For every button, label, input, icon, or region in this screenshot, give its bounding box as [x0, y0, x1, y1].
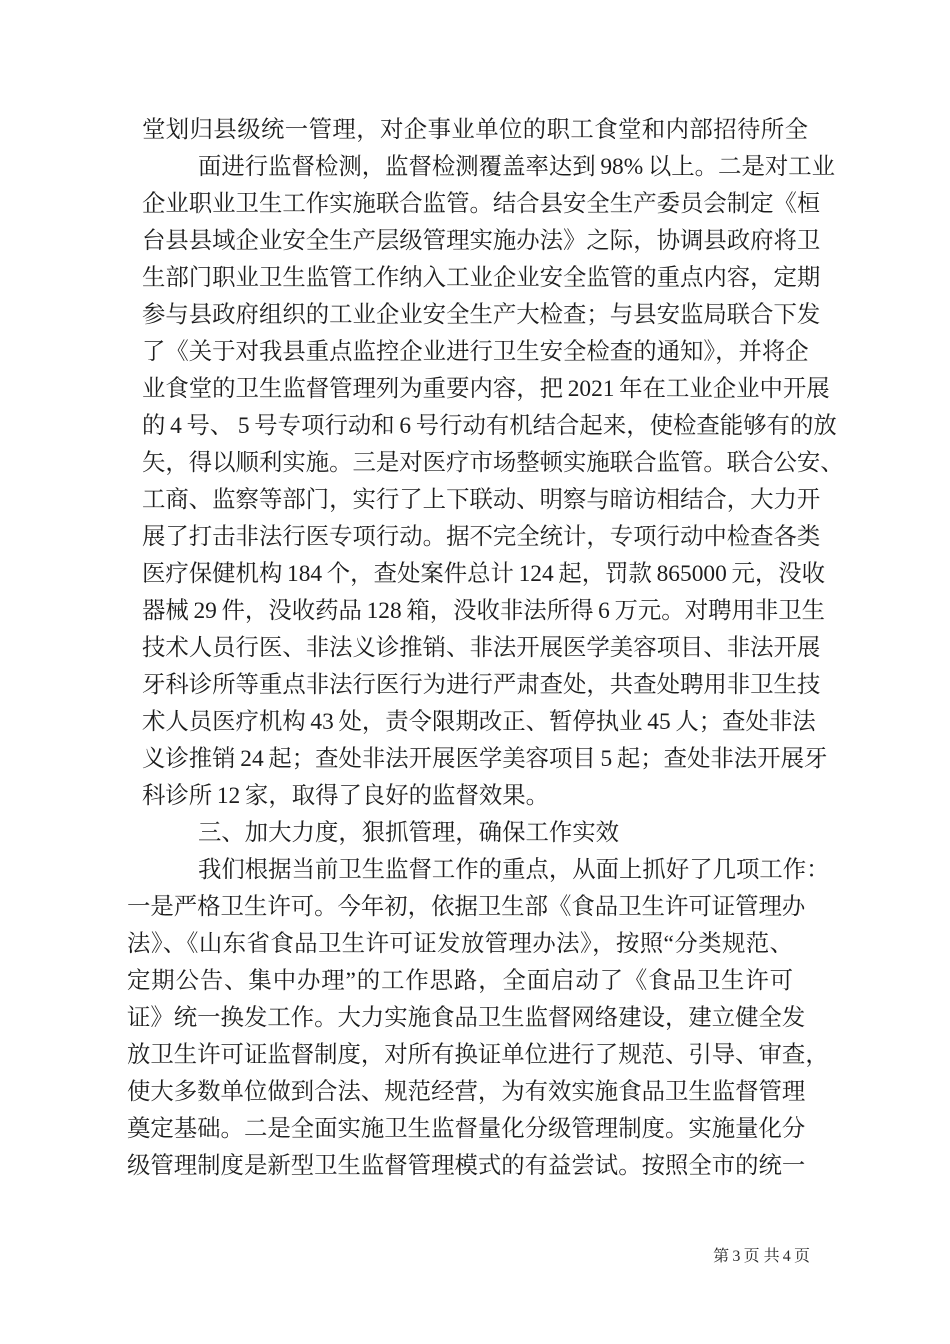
page-footer: 第 3 页 共 4 页	[713, 1248, 810, 1265]
text-line: 牙科诊所等重点非法行医行为进行严肃查处，共查处聘用非卫生技	[142, 672, 821, 698]
text-line: 证》统一换发工作。大力实施食品卫生监督网络建设，建立健全发	[127, 1005, 806, 1031]
text-line: 矢，得以顺利实施。三是对医疗市场整顿实施联合监管。联合公安、	[142, 450, 844, 476]
text-line: 法》、《山东省食品卫生许可证发放管理办法》，按照“分类规范、	[127, 931, 793, 957]
document-body-upper	[142, 112, 844, 889]
text-line: 业食堂的卫生监督管理列为重要内容，把 2021 年在工业企业中开展	[142, 376, 830, 402]
section-heading: 三、加大力度，狠抓管理，确保工作实效	[198, 820, 620, 846]
text-line: 展了打击非法行医专项行动。据不完全统计，专项行动中检查各类	[142, 524, 821, 550]
text-line: 台县县域企业安全生产层级管理实施办法》之际，协调县政府将卫	[142, 228, 821, 254]
text-line: 工商、监察等部门，实行了上下联动、明察与暗访相结合，大力开	[142, 487, 821, 513]
text-line: 放卫生许可证监督制度，对所有换证单位进行了规范、引导、审查，	[127, 1042, 829, 1068]
text-line: 级管理制度是新型卫生监督管理模式的有益尝试。按照全市的统一	[127, 1153, 806, 1179]
text-line: 义诊推销 24 起；查处非法开展医学美容项目 5 起；查处非法开展牙	[142, 746, 828, 772]
text-line: 使大多数单位做到合法、规范经营，为有效实施食品卫生监督管理	[127, 1079, 806, 1105]
text-line: 面进行监督检测，监督检测覆盖率达到 98% 以上。二是对工业	[198, 154, 836, 180]
text-line: 参与县政府组织的工业企业安全生产大检查；与县安监局联合下发	[142, 302, 821, 328]
text-line: 术人员医疗机构 43 处，责令限期改正、暂停执业 45 人；查处非法	[142, 709, 816, 735]
text-line: 我们根据当前卫生监督工作的重点，从面上抓好了几项工作：	[198, 857, 830, 883]
text-line: 的 4 号、 5 号专项行动和 6 号行动有机结合起来，使检查能够有的放	[142, 413, 837, 439]
text-line: 一是严格卫生许可。今年初，依据卫生部《食品卫生许可证管理办	[127, 894, 806, 920]
text-line: 器械 29 件，没收药品 128 箱，没收非法所得 6 万元。对聘用非卫生	[142, 598, 826, 624]
text-line: 了《关于对我县重点监控企业进行卫生安全检查的通知》，并将企	[142, 339, 809, 365]
text-line: 科诊所 12 家，取得了良好的监督效果。	[142, 783, 550, 809]
text-line: 企业职业卫生工作实施联合监管。结合县安全生产委员会制定《桓	[142, 191, 821, 217]
text-line: 技术人员行医、非法义诊推销、非法开展医学美容项目、非法开展	[142, 635, 821, 661]
text-line: 生部门职业卫生监管工作纳入工业企业安全监管的重点内容，定期	[142, 265, 821, 291]
text-line: 堂划归县级统一管理，对企事业单位的职工食堂和内部招待所全	[142, 117, 808, 143]
text-line: 奠定基础。二是全面实施卫生监督量化分级管理制度。实施量化分	[127, 1116, 806, 1142]
text-line: 医疗保健机构 184 个，查处案件总计 124 起，罚款 865000 元，没收	[142, 561, 826, 587]
text-line: 定期公告、集中办理”的工作思路，全面启动了《食品卫生许可	[127, 968, 793, 994]
document-body-lower	[127, 889, 829, 1185]
